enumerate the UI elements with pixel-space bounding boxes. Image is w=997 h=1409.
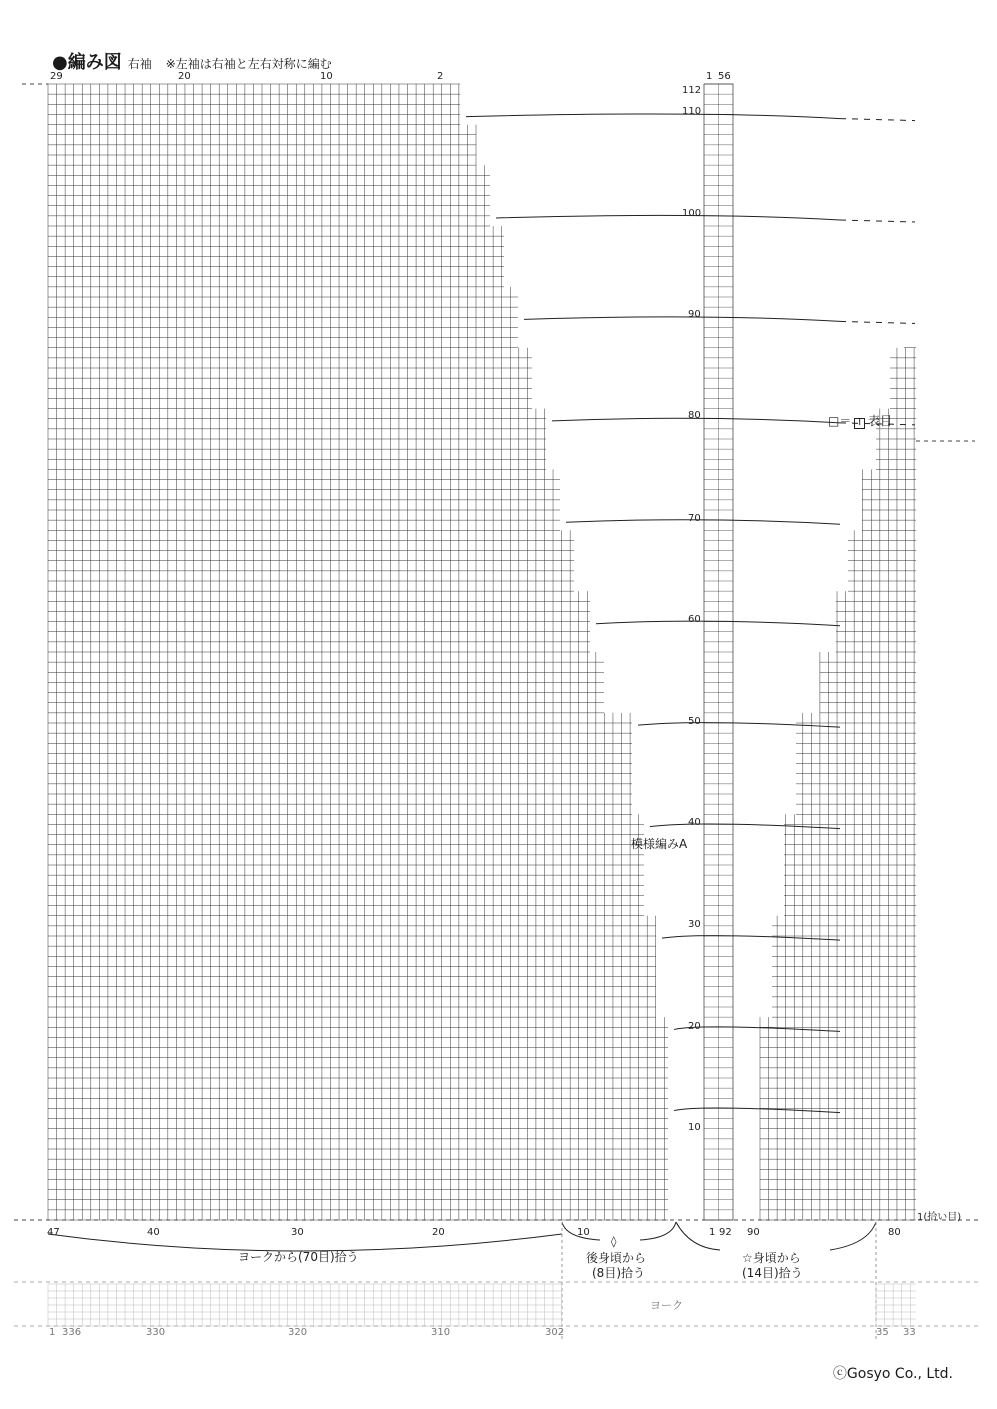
- yoke-number: 336: [62, 1327, 82, 1338]
- shaping-line: [662, 936, 840, 941]
- bottom-number: 80: [888, 1227, 901, 1238]
- row-number: 10: [688, 1122, 701, 1133]
- top-number: 2: [437, 71, 444, 82]
- shaping-line: [524, 317, 840, 322]
- row-number: 110: [682, 106, 702, 117]
- top-number: 10: [320, 71, 333, 82]
- yoke-number: 310: [431, 1327, 451, 1338]
- pattern-label: 模様編みA: [631, 837, 688, 851]
- shaping-line: [596, 621, 840, 626]
- pickup-body-line2: (14目)拾う: [742, 1266, 803, 1280]
- grid-lines: [48, 84, 668, 1220]
- title-bullet: ●: [52, 52, 68, 73]
- row-number: 90: [688, 309, 701, 320]
- bottom-number: 40: [147, 1227, 160, 1238]
- row-number: 112: [682, 85, 702, 96]
- pickup-back-symbol: ◊: [611, 1235, 617, 1248]
- top-number: 56: [718, 71, 731, 82]
- title-sub: 右袖: [127, 57, 152, 71]
- yoke-number: 35: [876, 1327, 889, 1338]
- pickup-back-line1: 後身頃から: [586, 1251, 647, 1265]
- bottom-number: 20: [432, 1227, 445, 1238]
- bracket-back-right: [640, 1222, 676, 1240]
- bracket-yoke: [48, 1234, 562, 1251]
- row-number: 60: [688, 614, 701, 625]
- top-number: 20: [178, 71, 191, 82]
- top-number: 29: [50, 71, 63, 82]
- bottom-number: 92: [719, 1227, 732, 1238]
- yoke-number: 330: [146, 1327, 166, 1338]
- yoke-number: 302: [545, 1327, 565, 1338]
- row-number: 70: [688, 513, 701, 524]
- row-number: 100: [682, 208, 702, 219]
- row-number: 80: [688, 410, 701, 421]
- yoke-number: 320: [288, 1327, 308, 1338]
- top-number: 1: [706, 71, 713, 82]
- row-number: 30: [688, 919, 701, 930]
- pickup-back-line2: (8目)拾う: [592, 1266, 645, 1280]
- title-note: ※左袖は右袖と左右対称に編む: [165, 57, 332, 71]
- bottom-right-label: 1(拾い目): [917, 1212, 962, 1223]
- bottom-number: 30: [291, 1227, 304, 1238]
- yoke-number: 33: [903, 1327, 916, 1338]
- bottom-number: 1: [709, 1227, 716, 1238]
- row-number: 20: [688, 1021, 701, 1032]
- bracket-body-right: [830, 1222, 876, 1250]
- bottom-number: 47: [47, 1227, 60, 1238]
- bottom-number: 10: [577, 1227, 590, 1238]
- chart-title: [52, 48, 332, 74]
- shaping-line: [638, 723, 840, 728]
- yoke-number: 1: [49, 1327, 56, 1338]
- shaping-dashed: [840, 321, 915, 323]
- legend-key: I: [854, 418, 865, 429]
- shaping-dashed: [840, 119, 915, 121]
- copyright: ⓒGosyo Co., Ltd.: [832, 1366, 953, 1382]
- shaping-dashed: [840, 220, 915, 222]
- title-main: 編み図: [67, 52, 122, 73]
- legend-symbol: □＝: [828, 414, 852, 428]
- shaping-line: [466, 114, 840, 119]
- yoke-label: ヨーク: [650, 1299, 683, 1312]
- pickup-yoke: ヨークから(70目)拾う: [238, 1250, 359, 1264]
- pickup-body-line1: ☆身頃から: [742, 1251, 801, 1265]
- row-number: 50: [688, 716, 701, 727]
- bottom-number: 90: [747, 1227, 760, 1238]
- shaping-line: [674, 1108, 840, 1113]
- shaping-line: [566, 520, 840, 525]
- shaping-line: [496, 215, 840, 220]
- legend-text: 表目: [868, 414, 893, 428]
- row-number: 40: [688, 817, 701, 828]
- legend: [828, 415, 892, 429]
